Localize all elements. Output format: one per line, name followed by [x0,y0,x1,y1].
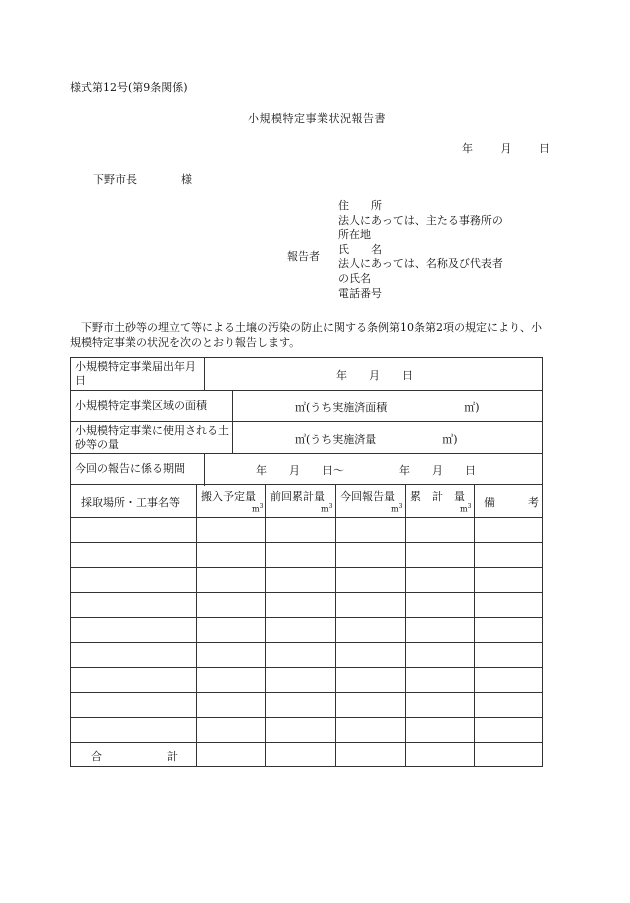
unit-current [391,503,402,514]
unit-exp: 3 [328,503,333,510]
area-label: 小規模特定事業区域の面積 [75,399,207,412]
reporter-line: 氏 名 [338,242,382,256]
report-date [462,140,550,156]
header-remarks: 備 考 [484,496,539,509]
header-source: 採取場所・工事名等 [81,496,180,509]
reporter-label: 報告者 [287,250,320,263]
unit-base: m [252,504,260,514]
info-row-soil [71,422,542,454]
notification-date-label: 小規模特定事業届出年月日 [75,360,196,387]
header-planned: 搬入予定量 [201,490,256,503]
notification-date-value[interactable]: 年 月 日 [336,369,413,382]
soil-label: 小規模特定事業に使用される土砂等の量 [75,424,229,451]
addressee-name: 下野市長 [93,173,137,186]
record-table [70,485,543,767]
info-row-notification-date [71,358,542,391]
intro-paragraph: 下野市土砂等の埋立て等による土壌の汚染の防止に関する条例第10条第2項の規定により、小規模特定事業の状況を次のとおり報告します。 [70,321,542,349]
period-label: 今回の報告に係る期間 [75,462,185,475]
unit-cumulative [460,503,471,514]
info-row-period [71,454,542,486]
unit-base: m [391,504,399,514]
reporter-line: 所在地 [338,228,371,242]
header-current: 今回報告量 [340,490,395,503]
reporter-line: 住 所 [338,199,382,212]
unit-previous [321,503,332,514]
reporter-block [338,199,503,301]
header-cumulative: 累 計 量 [410,490,465,503]
date-year: 年 [462,142,473,155]
unit-planned [252,503,263,514]
reporter-line: 法人にあっては、主たる事務所の [338,213,503,227]
form-number: 様式第12号(第9条関係) [70,81,188,94]
area-value[interactable]: ㎡(うち実施済面積 ㎡) [295,401,480,414]
header-previous: 前回累計量 [270,490,325,503]
unit-exp: 3 [259,503,264,510]
reporter-line: 法人にあっては、名称及び代表者 [338,257,503,271]
unit-exp: 3 [398,503,403,510]
addressee-honorific: 様 [181,173,192,186]
reporter-line: 電話番号 [338,286,382,300]
unit-base: m [460,504,468,514]
total-label-left: 合 [91,750,102,763]
total-label-right: 計 [167,750,178,763]
period-value[interactable]: 年 月 日～ 年 月 日 [256,464,476,477]
info-box [70,357,543,485]
addressee [93,171,192,187]
unit-exp: 3 [467,503,472,510]
unit-base: m [321,504,329,514]
soil-value[interactable]: ㎥(うち実施済量 ㎥) [295,433,458,446]
reporter-line: の氏名 [338,271,371,285]
date-month: 月 [500,142,512,155]
document-title: 小規模特定事業状況報告書 [248,112,386,125]
date-day: 日 [539,142,550,155]
info-row-area [71,391,542,422]
